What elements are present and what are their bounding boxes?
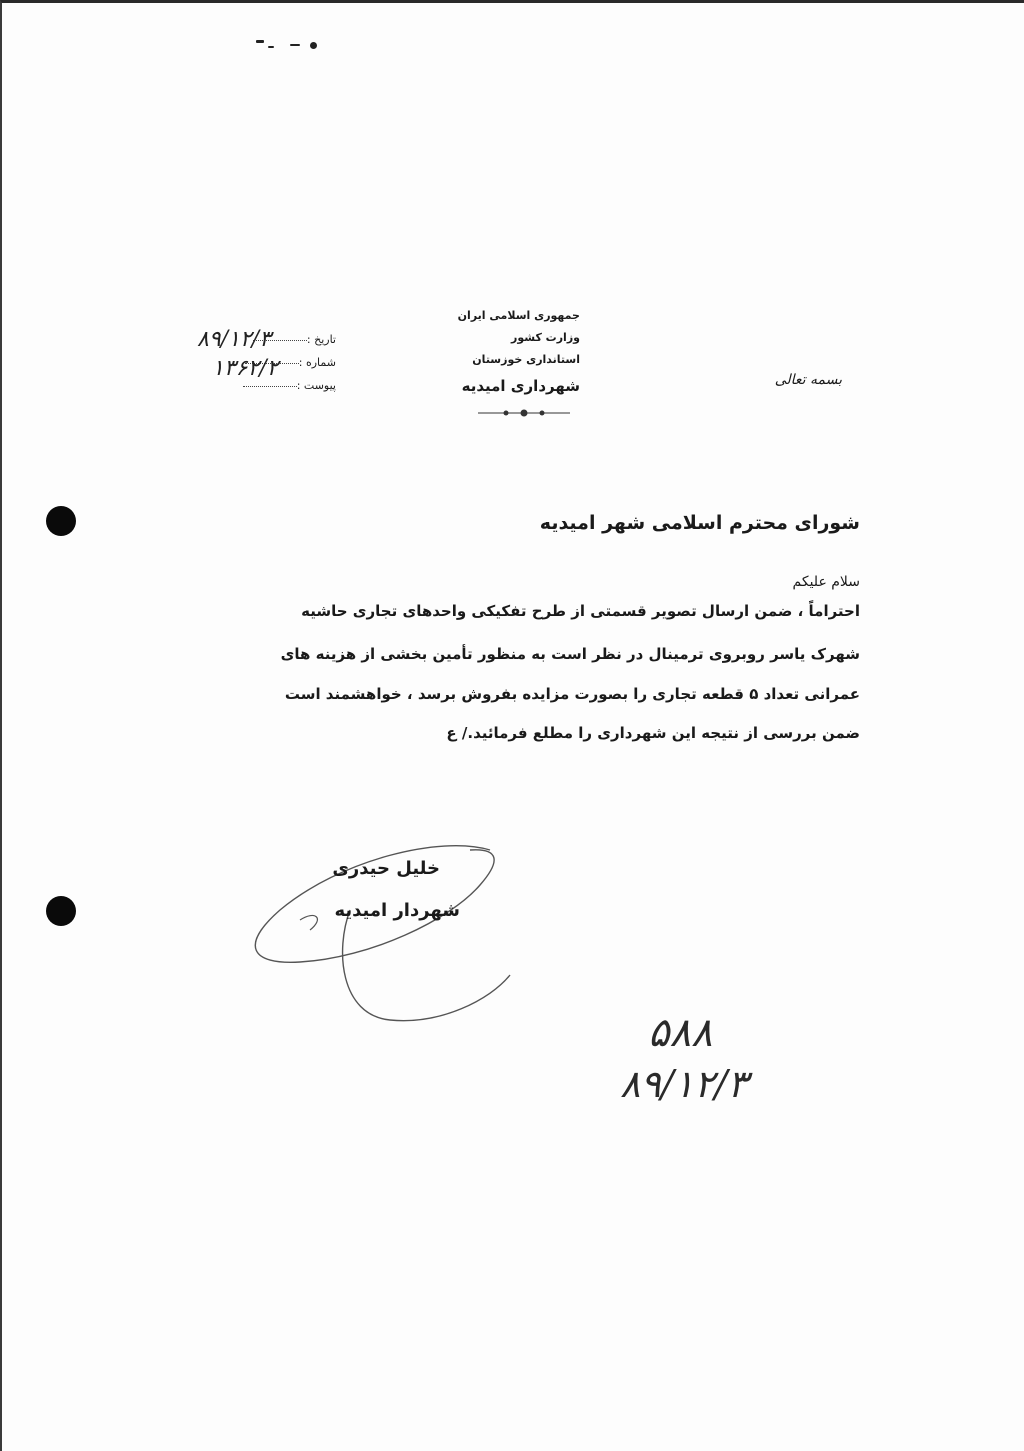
punch-hole (46, 896, 76, 926)
meta-attachment-label: پیوست : (296, 379, 336, 392)
meta-number-label: شماره : (298, 356, 336, 369)
meta-date-label: تاریخ : (306, 333, 336, 346)
body-line: عمرانی تعداد ۵ قطعه تجاری را بصورت مزایده بفروش برسد ، خواهشمند است (284, 685, 860, 703)
letterhead-province: استانداری خوزستان (472, 353, 580, 366)
scan-speck (256, 40, 264, 43)
handwritten-date: ۸۹/۱۲/۳ (197, 327, 271, 352)
signatory-name: خلیل حیدری (332, 858, 440, 879)
handwritten-registration-date: ۸۹/۱۲/۳ (620, 1062, 748, 1106)
handwritten-number: ۱۳۶۲/۲ (212, 356, 279, 381)
scan-speck (268, 46, 274, 48)
scan-speck (290, 44, 300, 46)
body-line: احتراماً ، ضمن ارسال تصویر قسمتی از طرح تفکیکی واحدهای تجاری حاشیه (301, 602, 860, 620)
handwritten-registration-number: ۵۸۸ (648, 1010, 713, 1056)
letterhead-ministry: وزارت کشور (511, 331, 580, 344)
punch-hole (46, 506, 76, 536)
body-line: ضمن بررسی از نتیجه این شهرداری را مطلع فرمائید./ ع (446, 724, 860, 742)
salutation: سلام علیکم (792, 574, 860, 590)
letterhead-organization: شهرداری امیدیه (461, 377, 580, 395)
letterhead (440, 305, 580, 399)
addressee: شورای محترم اسلامی شهر امیدیه (539, 512, 860, 534)
body-line: شهرک یاسر روبروی ترمینال در نظر است به منظور تأمین بخشی از هزینه های (280, 645, 860, 663)
letterhead-country: جمهوری اسلامی ایران (457, 309, 580, 322)
signatory-title: شهردار امیدیه (334, 900, 460, 921)
scan-speck (310, 42, 317, 49)
bismillah: بسمه تعالی (774, 372, 842, 388)
ornament-divider (478, 408, 570, 418)
